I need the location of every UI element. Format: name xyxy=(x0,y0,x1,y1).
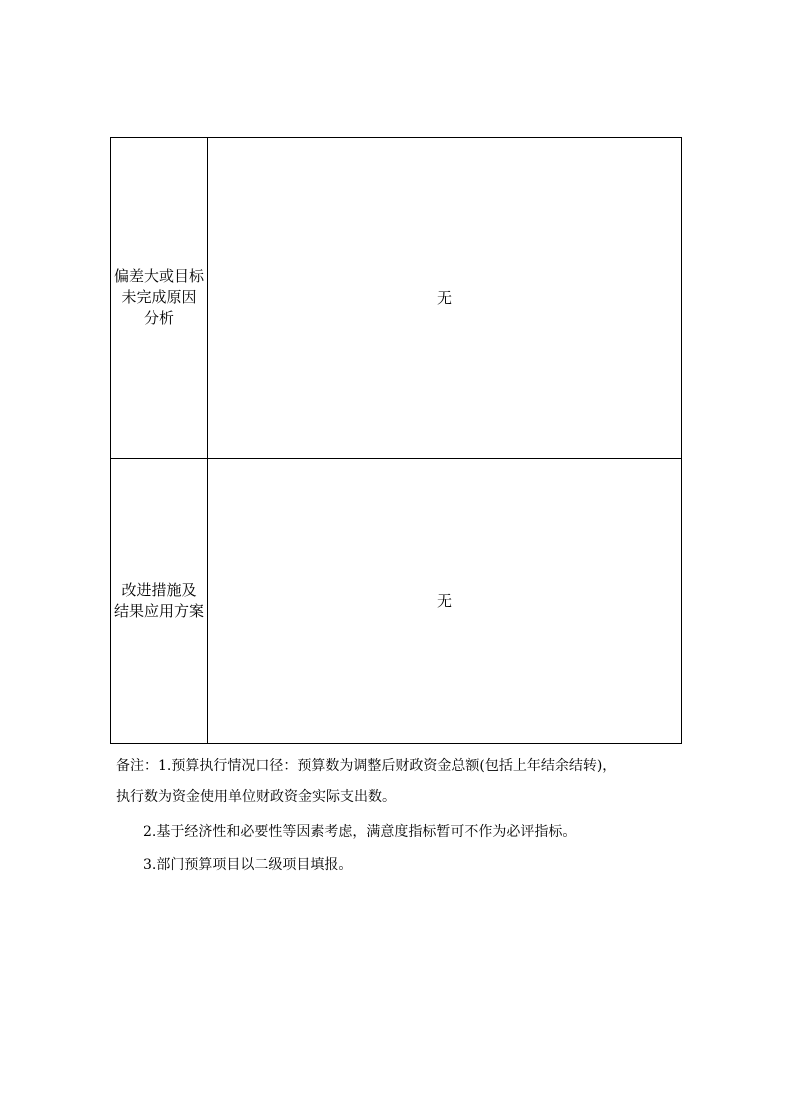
label-line: 结果应用方案 xyxy=(113,601,204,620)
label-line: 偏差大或目标 xyxy=(113,267,204,286)
label-line: 分析 xyxy=(143,309,174,328)
label-line: 改进措施及 xyxy=(121,580,197,599)
table-row-improvement-measures xyxy=(111,458,682,743)
label-line: 未完成原因 xyxy=(121,288,197,307)
improvement-measures-label xyxy=(111,458,208,743)
note-line-4: 3.部门预算项目以二级项目填报。 xyxy=(143,857,353,873)
deviation-analysis-value: 无 xyxy=(208,138,682,459)
table-row-deviation-analysis xyxy=(111,138,682,459)
deviation-analysis-label xyxy=(111,138,208,459)
evaluation-table xyxy=(110,137,682,744)
improvement-measures-value: 无 xyxy=(208,458,682,743)
note-line-3: 2.基于经济性和必要性等因素考虑，满意度指标暂可不作为必评指标。 xyxy=(143,824,577,840)
note-line-2: 执行数为资金使用单位财政资金实际支出数。 xyxy=(116,789,396,805)
note-line-1: 备注：1.预算执行情况口径：预算数为调整后财政资金总额(包括上年结余结转)， xyxy=(116,758,617,774)
